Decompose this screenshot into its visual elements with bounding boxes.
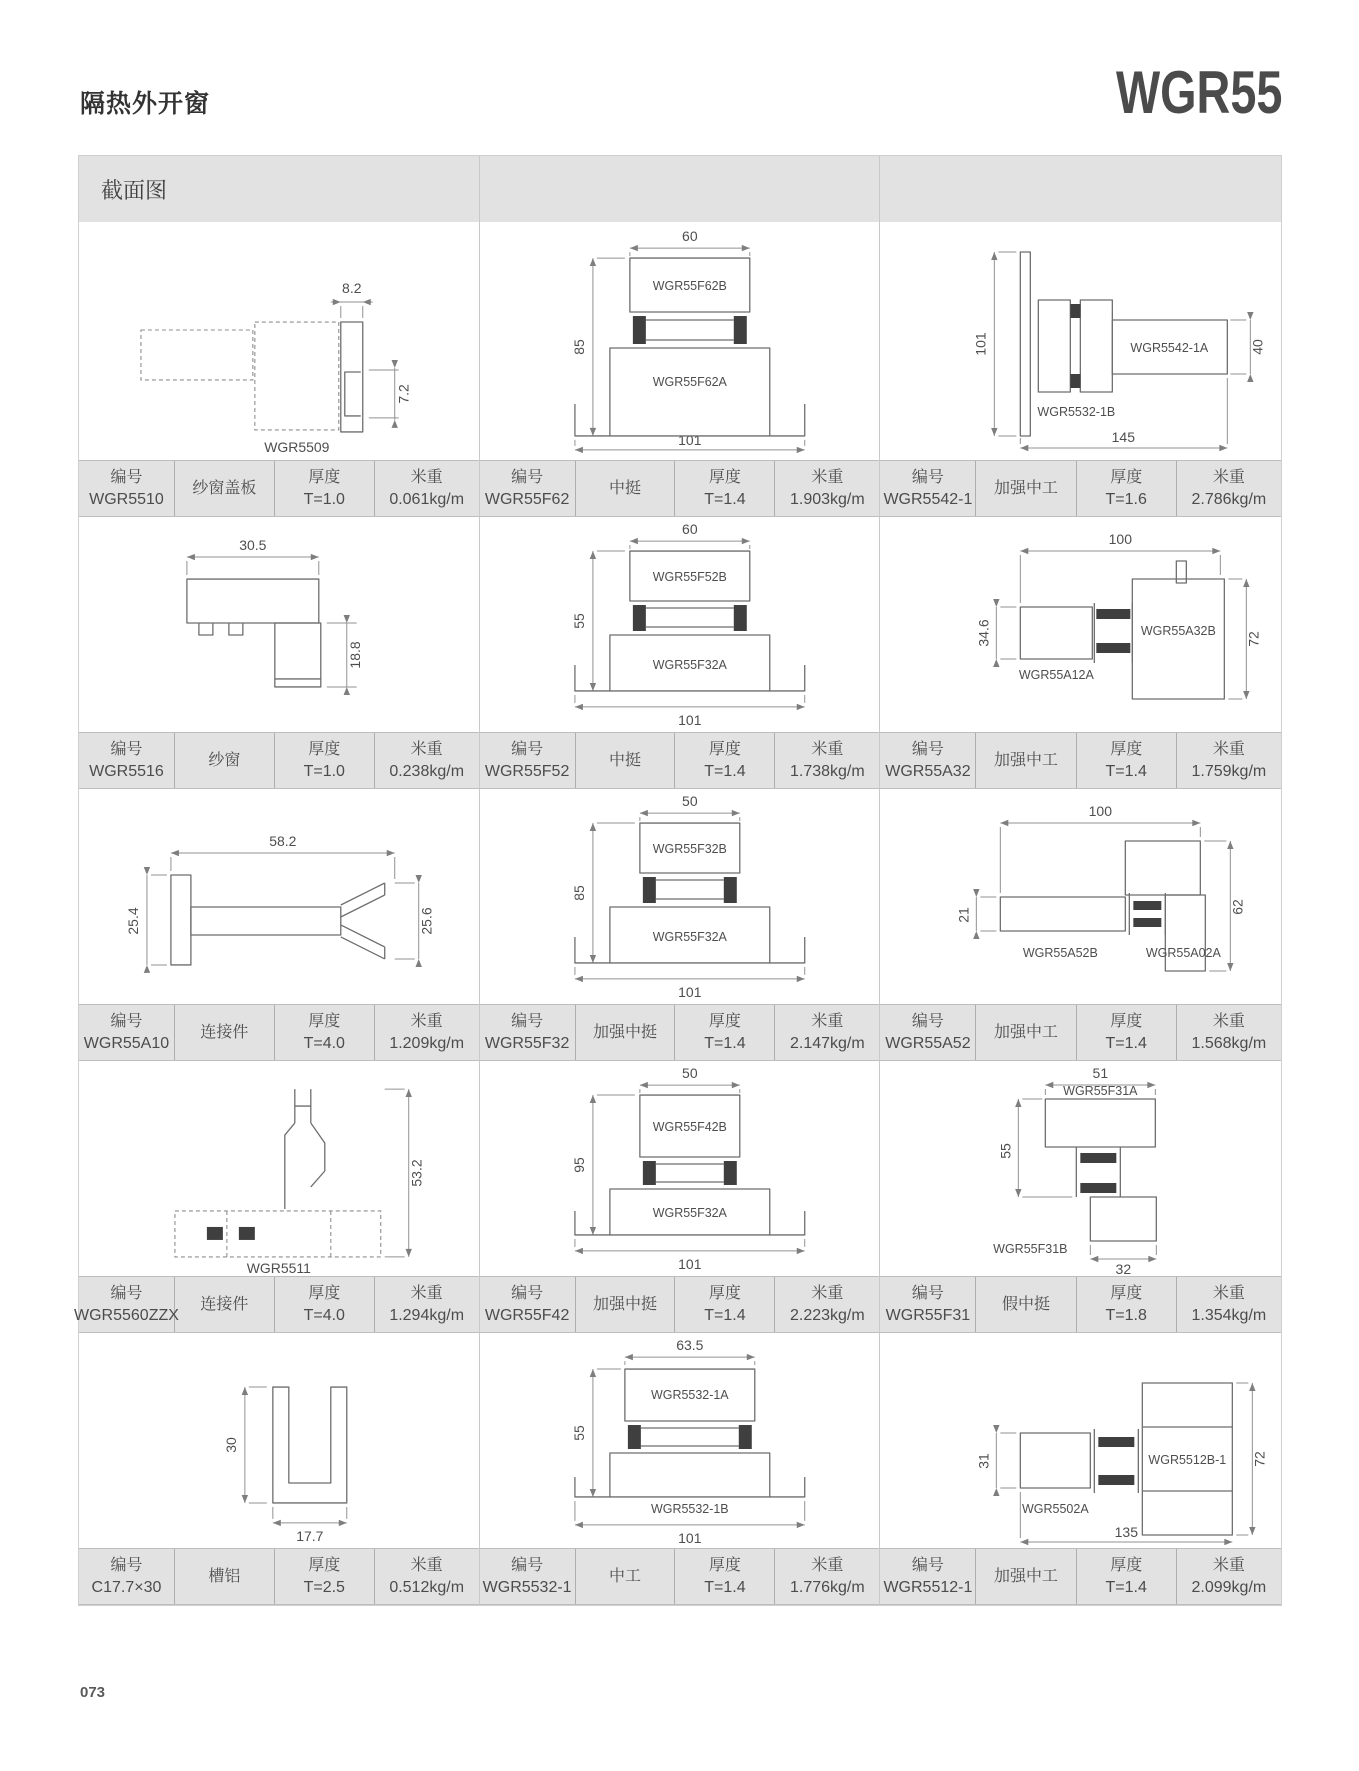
spec-strip-r5c1 <box>79 1548 479 1605</box>
thickness-label: 厚度 <box>308 1012 341 1030</box>
profile-label-top: WGR55F62B <box>652 279 727 294</box>
dim-bottom: 101 <box>677 1529 702 1546</box>
profile-name: 连接件 <box>200 1295 249 1313</box>
drawing-cell-r3c1 <box>79 789 479 1004</box>
table-column-2 <box>480 156 881 1605</box>
thermal-break <box>643 1161 656 1185</box>
profile-outline <box>141 330 253 380</box>
drawing-cell-r5c2 <box>480 1333 880 1548</box>
profile-label-main: WGR5512B-1 <box>1148 1453 1227 1467</box>
spec-strip-r3c2 <box>480 1004 880 1061</box>
thickness-label: 厚度 <box>708 468 741 486</box>
drawing-cell-r2c3 <box>880 517 1281 732</box>
thermal-break <box>1097 609 1131 619</box>
dim-bottom: 32 <box>1115 1261 1132 1276</box>
profile-name: 连接件 <box>200 1023 249 1041</box>
thermal-break <box>1134 901 1162 910</box>
dim-top: 60 <box>681 228 698 245</box>
thickness-value: T=1.8 <box>1105 1306 1147 1324</box>
code-label: 编号 <box>110 740 143 758</box>
thickness-label: 厚度 <box>1110 740 1143 758</box>
dimension-line <box>995 252 1017 436</box>
weight-value: 1.294kg/m <box>389 1306 465 1324</box>
thickness-label: 厚度 <box>308 1284 341 1302</box>
spec-strip-r1c3 <box>880 460 1281 517</box>
thickness-label: 厚度 <box>1110 1556 1143 1574</box>
dim-right: 7.2 <box>395 384 412 404</box>
page-title: 隔热外开窗 <box>80 90 211 118</box>
thickness-label: 厚度 <box>308 740 341 758</box>
profile-label-bottom: WGR55F32A <box>652 657 727 672</box>
dim-left: 55 <box>997 1143 1014 1159</box>
profile-code: WGR5512-1 <box>883 1578 973 1596</box>
spec-strip-r4c3 <box>880 1276 1281 1333</box>
weight-label: 米重 <box>811 1556 844 1574</box>
weight-value: 1.738kg/m <box>789 762 865 780</box>
code-label: 编号 <box>911 740 944 758</box>
thickness-value: T=1.6 <box>1105 490 1147 508</box>
profile-code: WGR5542-1 <box>883 490 973 508</box>
thickness-value: T=1.4 <box>704 1034 746 1052</box>
dimension-line <box>331 302 373 318</box>
code-label: 编号 <box>110 1556 143 1574</box>
dimension-line <box>640 813 740 821</box>
profile-outline <box>285 1089 325 1209</box>
code-label: 编号 <box>911 468 944 486</box>
cross-section-wgr55f42 <box>480 1061 880 1276</box>
dim-bottom: 101 <box>677 711 702 728</box>
dimension-line <box>640 1085 740 1093</box>
thermal-break <box>1071 304 1081 318</box>
dim-right: 72 <box>1245 631 1262 647</box>
spec-strip-r2c2 <box>480 732 880 789</box>
thermal-break <box>628 1425 641 1449</box>
profile-code: WGR5560ZZX <box>74 1306 179 1324</box>
dim-bottom: 135 <box>1114 1524 1139 1540</box>
profile-name: 加强中工 <box>994 1023 1059 1041</box>
weight-label: 米重 <box>811 1012 844 1030</box>
section-header-spacer <box>880 156 1281 222</box>
drawing-cell-r5c1 <box>79 1333 479 1548</box>
spec-strip-r5c3 <box>880 1548 1281 1605</box>
section-header-spacer <box>480 156 880 222</box>
weight-label: 米重 <box>1212 740 1245 758</box>
profile-code: WGR55F62 <box>484 490 570 508</box>
dim-bottom: 145 <box>1111 429 1136 445</box>
weight-value: 0.512kg/m <box>389 1578 465 1596</box>
profile-outline <box>1177 561 1187 583</box>
weight-label: 米重 <box>410 468 443 486</box>
profile-code: WGR55F31 <box>885 1306 971 1324</box>
thermal-break <box>1099 1475 1135 1485</box>
cross-section-wgr55a10 <box>79 789 479 1004</box>
cross-section-wgr55a52 <box>880 789 1281 1004</box>
dim-left: 25.4 <box>124 907 141 935</box>
dimension-line <box>187 557 319 575</box>
profile-name: 加强中工 <box>994 479 1059 497</box>
thickness-value: T=1.4 <box>704 1306 746 1324</box>
thermal-break <box>239 1227 255 1240</box>
profile-label-sub: WGR55A02A <box>1146 946 1222 960</box>
thickness-label: 厚度 <box>708 740 741 758</box>
weight-value: 1.759kg/m <box>1191 762 1267 780</box>
profile-name: 中挺 <box>609 751 642 769</box>
thermal-break <box>1099 1437 1135 1447</box>
weight-label: 米重 <box>811 1284 844 1302</box>
profile-name: 假中挺 <box>1002 1295 1051 1313</box>
code-label: 编号 <box>911 1556 944 1574</box>
drawing-cell-r2c2 <box>480 517 880 732</box>
spec-strip-r2c1 <box>79 732 479 789</box>
profile-label-sub: WGR55F31B <box>993 1242 1068 1256</box>
dim-bottom: 101 <box>677 983 702 1000</box>
spec-strip-r3c1 <box>79 1004 479 1061</box>
drawing-cell-r1c2 <box>480 222 880 460</box>
dim-left: 55 <box>570 613 587 629</box>
thickness-label: 厚度 <box>708 1284 741 1302</box>
thickness-value: T=1.4 <box>704 762 746 780</box>
thickness-value: T=1.4 <box>1105 1034 1147 1052</box>
dim-left: 30 <box>222 1437 239 1453</box>
cross-section-wgr5509 <box>79 222 479 460</box>
dimension-line <box>997 1433 1017 1488</box>
profile-outline <box>187 579 319 623</box>
dim-right: 18.8 <box>346 641 363 669</box>
weight-label: 米重 <box>410 1284 443 1302</box>
thickness-label: 厚度 <box>1110 1284 1143 1302</box>
profile-label-main: WGR55F31A <box>1063 1084 1138 1098</box>
profile-label-bottom: WGR55F32A <box>652 929 727 944</box>
profile-name: 纱窗盖板 <box>192 479 257 497</box>
profile-label-top: WGR55F42B <box>652 1120 727 1135</box>
profile-code: WGR55A32 <box>885 762 971 780</box>
thermal-break <box>1097 643 1131 653</box>
spec-strip-r1c2 <box>480 460 880 517</box>
weight-label: 米重 <box>811 740 844 758</box>
profile-code: WGR5510 <box>89 490 164 508</box>
code-label: 编号 <box>511 1284 544 1302</box>
spec-strip-r2c3 <box>880 732 1281 789</box>
thermal-break <box>207 1227 223 1240</box>
thickness-value: T=1.0 <box>303 490 345 508</box>
profile-name: 中工 <box>609 1567 642 1585</box>
thickness-label: 厚度 <box>708 1556 741 1574</box>
weight-label: 米重 <box>1212 1284 1245 1302</box>
spec-strip-r3c3 <box>880 1004 1281 1061</box>
thermal-break <box>643 877 656 903</box>
profile-code: C17.7×30 <box>91 1578 162 1596</box>
cross-section-wgr55f32 <box>480 789 880 1004</box>
thermal-break <box>733 316 746 344</box>
section-header-label: 截面图 <box>101 177 168 203</box>
dim-left: 95 <box>570 1157 587 1173</box>
code-label: 编号 <box>110 1284 143 1302</box>
spec-strip-r5c2 <box>480 1548 880 1605</box>
dimension-line <box>1021 551 1221 603</box>
profile-outline <box>1126 841 1201 895</box>
code-label: 编号 <box>511 468 544 486</box>
drawing-cell-r3c3 <box>880 789 1281 1004</box>
thickness-value: T=1.4 <box>704 490 746 508</box>
weight-value: 2.099kg/m <box>1191 1578 1267 1596</box>
weight-label: 米重 <box>410 1556 443 1574</box>
thermal-break <box>633 605 646 631</box>
spec-strip-r1c1 <box>79 460 479 517</box>
profile-code: WGR55F32 <box>484 1034 570 1052</box>
dim-left: 21 <box>955 907 972 923</box>
spec-strip-r4c1 <box>74 1276 479 1333</box>
cross-section-wgr55f52 <box>480 517 880 732</box>
cross-section-wgr5516 <box>79 517 479 732</box>
profile-code: WGR55F52 <box>484 762 570 780</box>
cross-section-channel <box>79 1333 479 1548</box>
dim-left: 34.6 <box>975 619 992 647</box>
profile-code: WGR5532-1 <box>482 1578 572 1596</box>
weight-value: 1.568kg/m <box>1191 1034 1267 1052</box>
profile-outline <box>273 1387 347 1503</box>
thermal-break <box>633 316 646 344</box>
weight-label: 米重 <box>1212 1012 1245 1030</box>
profile-label-top: WGR5532-1A <box>650 1388 729 1403</box>
thermal-break <box>1134 918 1162 927</box>
weight-value: 1.354kg/m <box>1191 1306 1267 1324</box>
thickness-value: T=1.4 <box>1105 1578 1147 1596</box>
dimension-line <box>630 541 750 549</box>
profile-outline <box>1021 252 1031 436</box>
table-column-1 <box>74 156 480 1605</box>
dim-right: 53.2 <box>408 1159 425 1187</box>
profile-label-bottom: WGR55F62A <box>652 374 727 389</box>
profile-label-sub: WGR55A12A <box>1019 668 1095 682</box>
series-code: WGR55 <box>1115 59 1282 126</box>
thickness-value: T=4.0 <box>303 1034 345 1052</box>
profile-label-bottom: WGR55F32A <box>652 1205 727 1220</box>
dim-top: 100 <box>1108 531 1133 547</box>
thermal-break <box>1081 1183 1117 1193</box>
dim-left: 31 <box>975 1453 992 1469</box>
profile-name: 中挺 <box>609 479 642 497</box>
profile-outline <box>1021 1433 1091 1488</box>
thermal-break <box>738 1425 751 1449</box>
dim-top: 100 <box>1088 803 1113 819</box>
weight-label: 米重 <box>410 1012 443 1030</box>
page-number: 073 <box>80 1684 106 1701</box>
weight-value: 0.061kg/m <box>389 490 465 508</box>
thermal-break <box>1081 1153 1117 1163</box>
drawing-cell-r2c1 <box>79 517 479 732</box>
cross-section-wgr55f31 <box>880 1061 1281 1276</box>
thickness-value: T=1.4 <box>1105 762 1147 780</box>
dimension-line <box>171 853 395 879</box>
profile-label: WGR5511 <box>246 1259 311 1276</box>
profile-label-main: WGR55A32B <box>1141 624 1217 638</box>
weight-value: 2.147kg/m <box>789 1034 865 1052</box>
dim-top: 8.2 <box>342 280 362 297</box>
drawing-cell-r3c2 <box>480 789 880 1004</box>
dim-right: 40 <box>1249 339 1266 355</box>
weight-label: 米重 <box>1212 1556 1245 1574</box>
profile-outline <box>171 875 191 965</box>
dimension-line <box>369 368 399 420</box>
drawing-cell-r4c1 <box>79 1061 479 1276</box>
weight-label: 米重 <box>811 468 844 486</box>
thickness-value: T=1.0 <box>303 762 345 780</box>
drawing-cell-r1c3 <box>880 222 1281 460</box>
profile-table <box>74 155 1282 1606</box>
dim-top: 58.2 <box>269 833 297 850</box>
profile-name: 纱窗 <box>208 751 241 769</box>
dim-top: 50 <box>681 793 698 810</box>
thickness-label: 厚度 <box>708 1012 741 1030</box>
dim-right: 72 <box>1251 1451 1268 1467</box>
thermal-break <box>1071 374 1081 388</box>
profile-code: WGR5516 <box>89 762 164 780</box>
code-label: 编号 <box>110 468 143 486</box>
cross-section-wgr5532-1 <box>480 1333 880 1548</box>
thickness-label: 厚度 <box>1110 1012 1143 1030</box>
weight-value: 2.223kg/m <box>789 1306 865 1324</box>
profile-label: WGR5509 <box>264 438 330 455</box>
dim-bottom: 17.7 <box>296 1527 324 1544</box>
code-label: 编号 <box>511 1556 544 1574</box>
profile-label-sub: WGR5532-1B <box>1037 405 1116 419</box>
profile-label-top: WGR55F32B <box>652 842 727 857</box>
weight-value: 1.903kg/m <box>789 490 865 508</box>
profile-name: 槽铝 <box>208 1567 241 1585</box>
dim-right: 62 <box>1229 899 1246 915</box>
code-label: 编号 <box>511 740 544 758</box>
cross-section-wgr5512-1 <box>880 1333 1281 1548</box>
profile-label-sub: WGR5502A <box>1022 1502 1090 1516</box>
thermal-break <box>723 1161 736 1185</box>
profile-name: 加强中挺 <box>593 1295 658 1313</box>
cross-section-wgr5511 <box>79 1061 479 1276</box>
dim-bottom: 101 <box>677 431 702 448</box>
spec-strip-r4c2 <box>480 1276 880 1333</box>
thermal-break <box>733 605 746 631</box>
weight-label: 米重 <box>410 740 443 758</box>
dim-top: 50 <box>681 1065 698 1082</box>
dim-left: 85 <box>570 339 587 355</box>
dim-top: 63.5 <box>675 1337 704 1354</box>
dimension-line <box>1001 823 1201 893</box>
dimension-line <box>385 1089 409 1257</box>
code-label: 编号 <box>911 1284 944 1302</box>
weight-value: 2.786kg/m <box>1191 490 1267 508</box>
profile-label-top: WGR55F52B <box>652 570 727 585</box>
thickness-label: 厚度 <box>308 1556 341 1574</box>
weight-value: 0.238kg/m <box>389 762 465 780</box>
thickness-label: 厚度 <box>1110 468 1143 486</box>
dim-top: 60 <box>681 521 698 538</box>
profile-code: WGR55F42 <box>484 1306 570 1324</box>
profile-name: 加强中工 <box>994 751 1059 769</box>
profile-label-main: WGR55A52B <box>1023 946 1099 960</box>
code-label: 编号 <box>911 1012 944 1030</box>
cross-section-wgr55f62 <box>480 222 880 460</box>
table-column-3 <box>880 156 1281 1605</box>
profile-outline <box>1046 1099 1156 1147</box>
profile-label-bottom: WGR5532-1B <box>650 1501 729 1516</box>
dim-top: 30.5 <box>239 537 267 554</box>
cross-section-wgr55a32 <box>880 517 1281 732</box>
code-label: 编号 <box>511 1012 544 1030</box>
drawing-cell-r4c3 <box>880 1061 1281 1276</box>
profile-name: 加强中工 <box>994 1567 1059 1585</box>
dimension-line <box>630 248 750 256</box>
dimension-line <box>625 1357 755 1365</box>
section-header <box>79 156 479 222</box>
thickness-value: T=1.4 <box>704 1578 746 1596</box>
profile-name: 加强中挺 <box>593 1023 658 1041</box>
dim-left: 101 <box>972 332 989 356</box>
thickness-value: T=4.0 <box>303 1306 345 1324</box>
drawing-cell-r1c1 <box>79 222 479 460</box>
profile-code: WGR55A52 <box>885 1034 971 1052</box>
dim-right: 25.6 <box>418 907 435 935</box>
thermal-break <box>723 877 736 903</box>
weight-value: 1.776kg/m <box>789 1578 865 1596</box>
dim-left: 55 <box>570 1425 587 1441</box>
profile-label-main: WGR5542-1A <box>1130 341 1209 355</box>
dimension-line <box>245 1387 267 1503</box>
weight-label: 米重 <box>1212 468 1245 486</box>
profile-code: WGR55A10 <box>83 1034 170 1052</box>
cross-section-wgr5542-1 <box>880 222 1281 460</box>
dim-top: 51 <box>1092 1065 1109 1081</box>
code-label: 编号 <box>110 1012 143 1030</box>
thickness-value: T=2.5 <box>303 1578 345 1596</box>
drawing-cell-r5c3 <box>880 1333 1281 1548</box>
dim-left: 85 <box>570 885 587 901</box>
dim-bottom: 101 <box>677 1255 702 1272</box>
weight-value: 1.209kg/m <box>389 1034 465 1052</box>
drawing-cell-r4c2 <box>480 1061 880 1276</box>
thickness-label: 厚度 <box>308 468 341 486</box>
